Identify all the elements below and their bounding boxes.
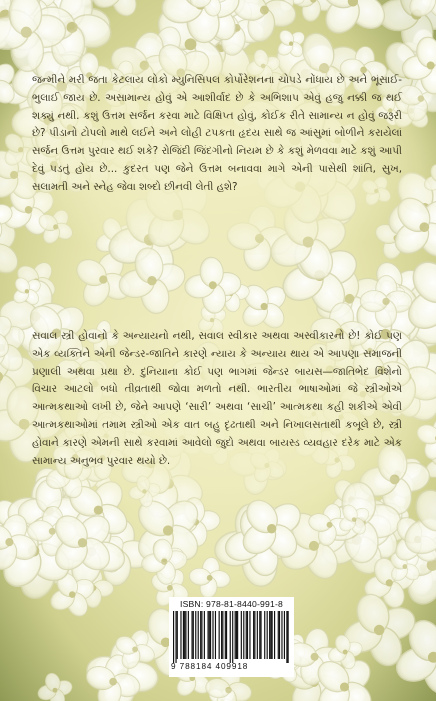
blurb-paragraph-1-text: જન્મીને મરી જતા કેટલાય લોકો મ્યુનિસિપલ કોર્પોરેશનના ચોપડે નોંધાય છે અને ભૂંસાઈ-ભુલાઈ જાય છે. અસામાન્ય હોવું એ આશીર્વાદ છે કે અભિશાપ એવું હજુ નક્કી જ થઈ શક્યું નથી. કશું ઉત્તમ સર્જન કરવા માટે વિક્ષિપ્ત હોવું, કોઈક રીતે સામાન્ય ન હોવું જરૂરી છે? પીડાનો ટોપલો માથે લઈને અને લોહી ટપકતા હૃદય સાથે જ આંસુમાં બોળીને કરાયેલાં સર્જન ઉત્તમ પુરવાર થઈ શકે? રોજિંદી જિંદગીનો નિયમ છે કે કશું મેળવવા માટે કશું આપી દેવું પડતું હોય છે... કુદરત પણ જેને ઉત્તમ બનાવવા માગે એની પાસેથી શાંતિ, સુખ, સલામતી અને સ્નેહ જેવા શબ્દો છીનવી લેતી હશે? xyxy=(32,74,402,193)
barcode-bars xyxy=(173,611,290,663)
barcode-digits: 9 788184 409918 xyxy=(171,662,249,671)
blurb-paragraph-2-text: સવાલ સ્ત્રી હોવાનો કે અન્યાયનો નથી, સવાલ સ્વીકાર અથવા અસ્વીકારનો છે! કોઈ પણ એક વ્યક્તિને એની જેન્ડર-જાતિને કારણે ન્યાય કે અન્યાય થાય એ આપણા સમાજની પ્રણાલી અથવા પ્રથા છે. દુનિયાના કોઈ પણ ભાગમાં જેન્ડર બાયસ—જાતિભેદ વિશેનો વિચાર આટલો બધો તીવ્રતાથી જોવા મળતો નથી. ભારતીય ભાષાઓમાં જે સ્ત્રીઓએ આત્મકથાઓ લખી છે, જેને આપણે ‘સારી’ અથવા ‘સાચી’ આત્મકથા કહી શકીએ એવી આત્મકથાઓમાં તમામ સ્ત્રીઓ એક વાત બહુ દૃઢતાથી અને નિખાલસતાથી કબૂલે છે, સ્ત્રી હોવાને કારણે એમની સાથે કરવામાં આવેલો જુદો અથવા બાયસ્ડ વ્યવહાર દરેક માટે એક સામાન્ય અનુભવ પુરવાર થયો છે. xyxy=(32,330,402,467)
isbn-label: ISBN: 978-81-8440-991-8 xyxy=(179,599,283,609)
isbn-barcode xyxy=(169,597,294,677)
blurb-paragraph-2 xyxy=(32,328,402,470)
blurb-paragraph-1 xyxy=(32,72,402,197)
